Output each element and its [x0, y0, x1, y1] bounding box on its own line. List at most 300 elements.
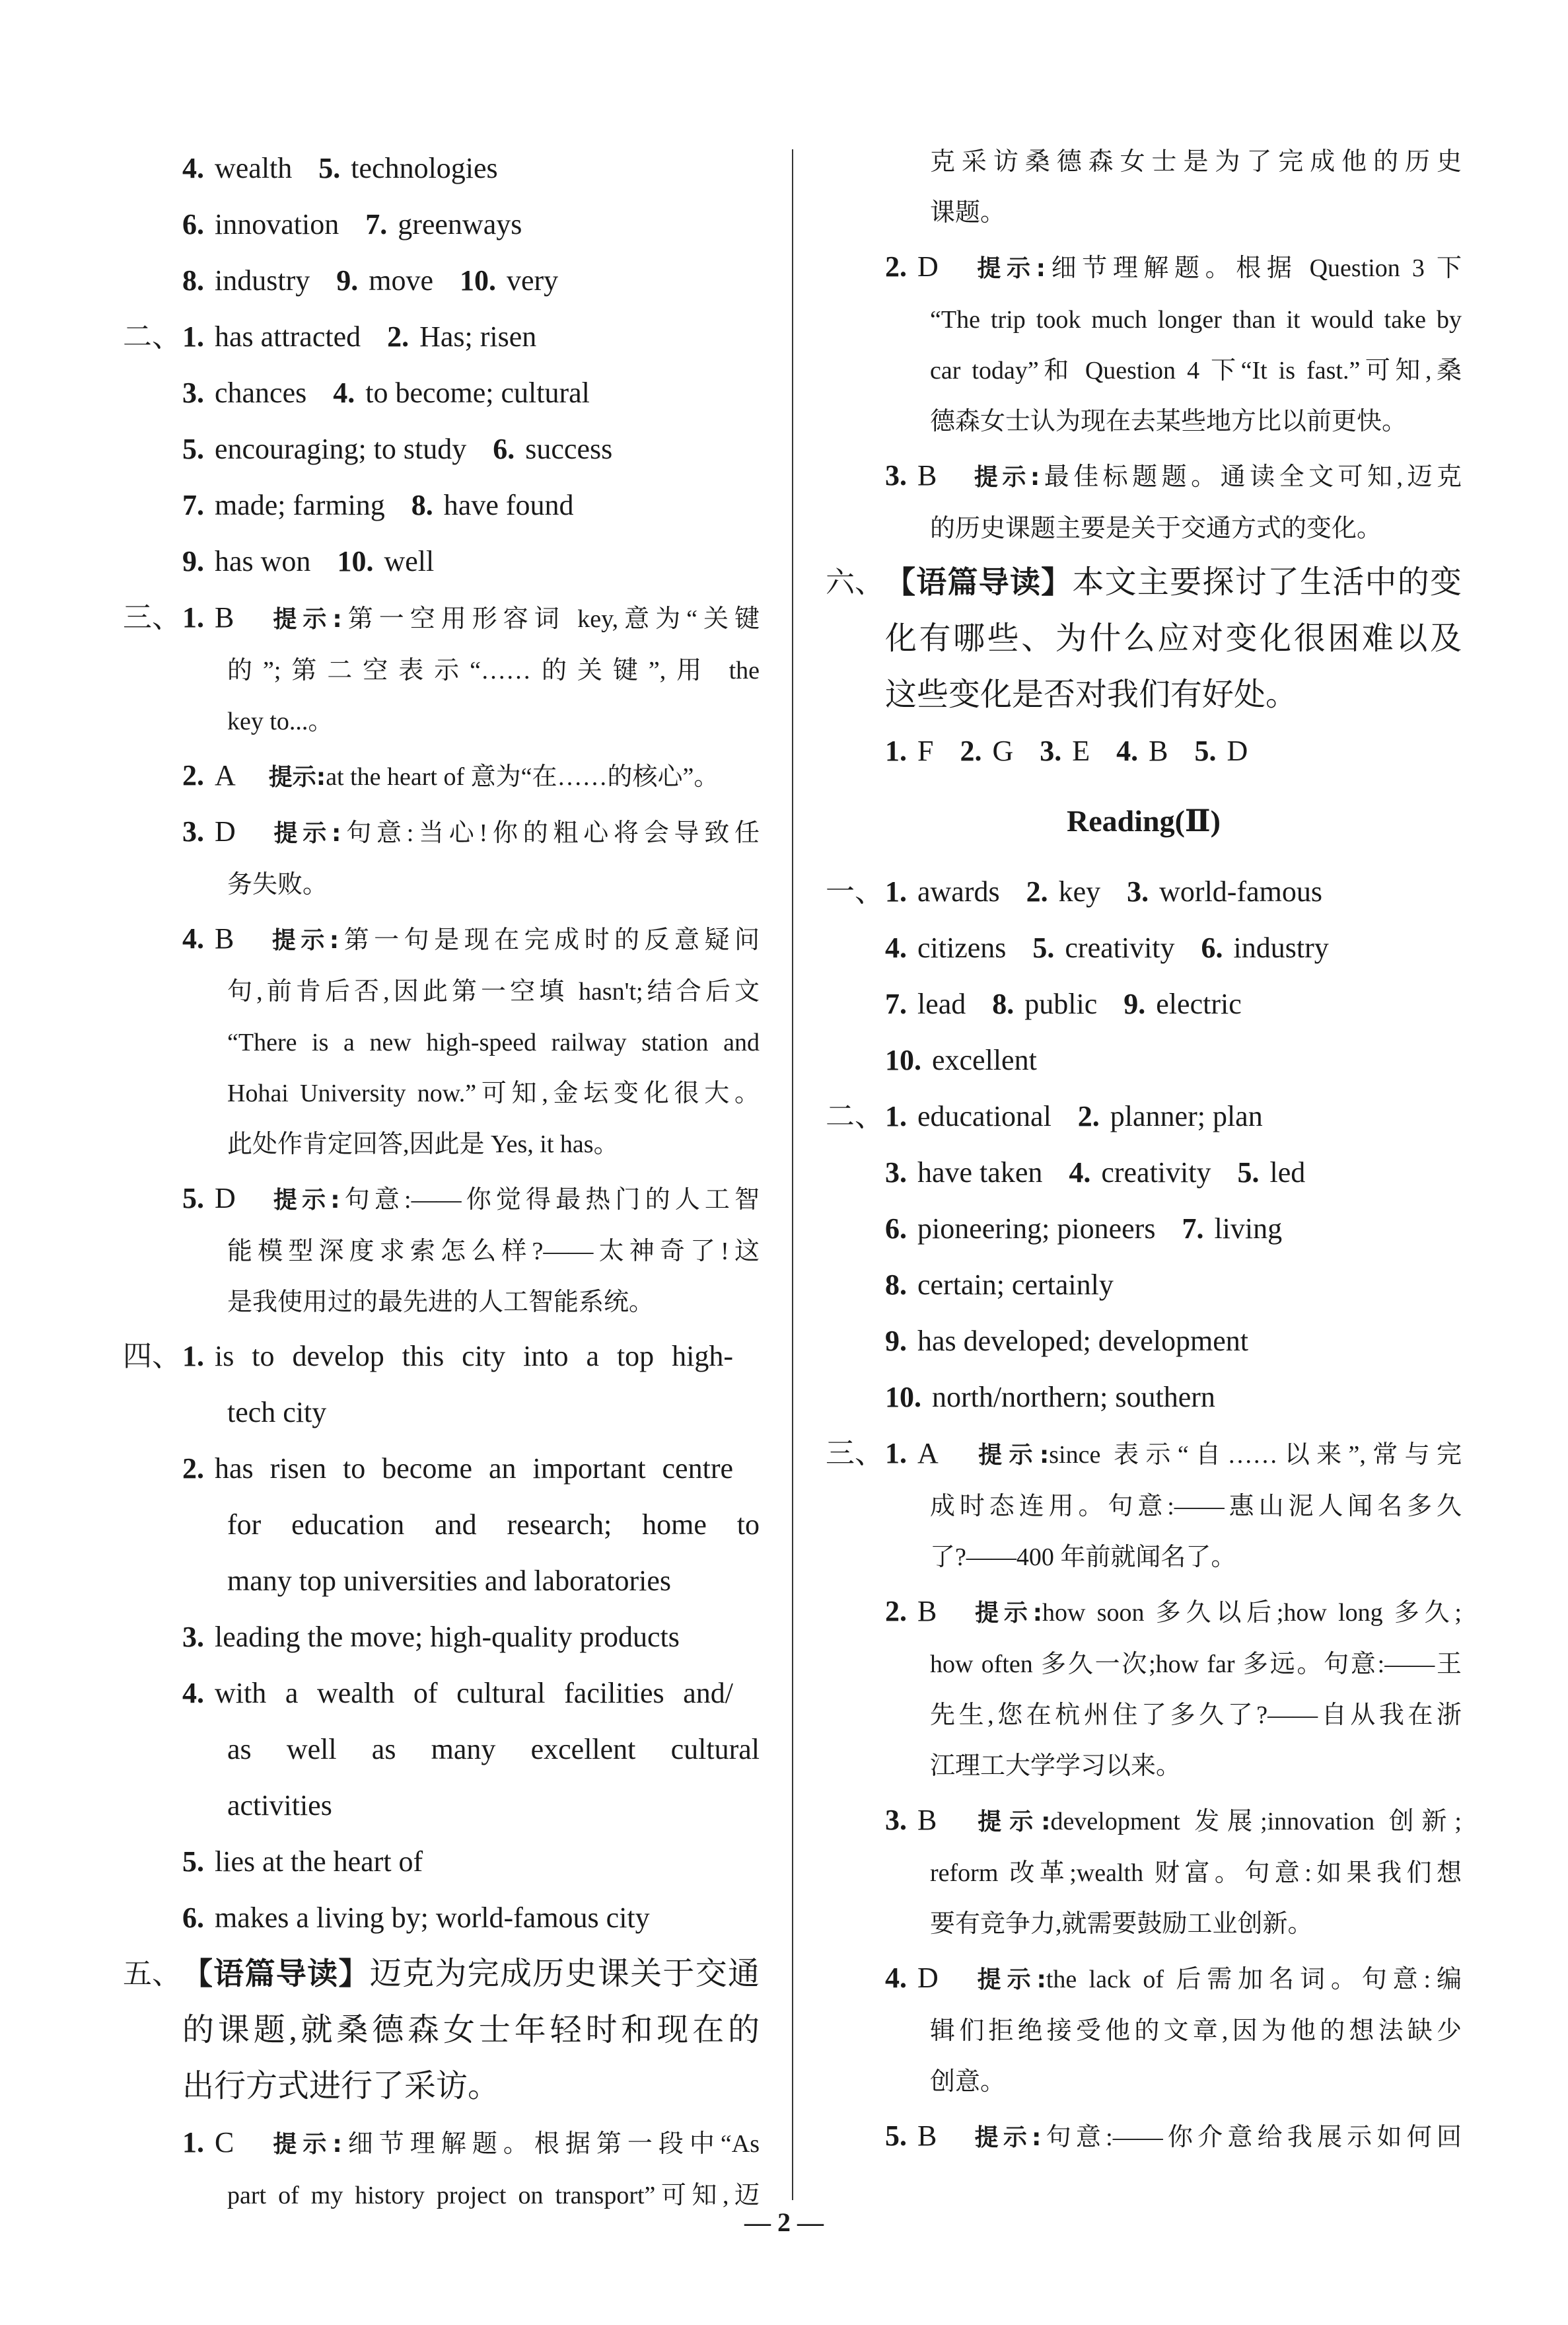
- explanation-text: 出行方式进行了采访。: [182, 2069, 500, 2104]
- answer-text: have found: [443, 489, 574, 521]
- answer-text: lies at the heart of: [215, 1845, 423, 1878]
- answer-choice: A: [917, 1437, 939, 1469]
- question-number: 5.: [1194, 735, 1217, 767]
- question-number: 9.: [1123, 988, 1146, 1020]
- answer-item: [1116, 735, 1168, 767]
- hint-line: [826, 1950, 1462, 2006]
- explanation-text: 这些变化是否对我们有好处。: [885, 677, 1298, 712]
- explanation-text: the lack of 后需加名词。句意:编: [1046, 1966, 1462, 1993]
- answer-text: made; farming: [215, 489, 385, 521]
- text-line: [826, 1690, 1462, 1741]
- answer-item: [885, 1325, 1248, 1357]
- question-number: 8.: [885, 1269, 907, 1301]
- question-number: 10.: [460, 264, 496, 297]
- question-number: 1.: [182, 1340, 204, 1372]
- answer-text: leading the move; high-quality products: [215, 1621, 680, 1653]
- question-number: 4.: [885, 1962, 907, 1994]
- question-number: 2.: [885, 1595, 907, 1627]
- hint-label: 提示:: [267, 606, 342, 633]
- answer-item: [885, 735, 933, 767]
- answer-item: [318, 152, 497, 184]
- answer-item: [1069, 1156, 1211, 1189]
- answer-item: [885, 1212, 1155, 1245]
- passage-guide-label: 【语篇导读】: [885, 564, 1073, 600]
- answer-text: industry: [215, 264, 310, 297]
- question-number: 1.: [885, 735, 907, 767]
- answer-line: [826, 864, 1462, 920]
- answer-item: [885, 1381, 1215, 1413]
- answer-line: [123, 196, 760, 252]
- explanation-text: 句,前肯后否,因此第一空填 hasn't;结合后文: [227, 978, 760, 1006]
- answer-line: [826, 1313, 1462, 1369]
- answer-text: to become; cultural: [365, 377, 590, 409]
- text-line: [826, 1481, 1462, 1532]
- right-column: [826, 137, 1462, 2164]
- question-number: 6.: [182, 1901, 204, 1934]
- answer-choice: B: [917, 2120, 937, 2152]
- explanation-text: 句意:——你觉得最热门的人工智: [339, 1186, 760, 1214]
- text-line: [826, 188, 1462, 239]
- explanation-text: 成时态连用。句意:——惠山泥人闻名多久: [930, 1493, 1462, 1520]
- question-number: 2.: [182, 1452, 204, 1485]
- answer-text: has attracted: [215, 320, 361, 353]
- question-number: 3.: [182, 1621, 204, 1653]
- hint-label: 提示:: [970, 1808, 1051, 1835]
- question-number: 2.: [885, 250, 907, 283]
- hint-line: [123, 747, 760, 803]
- answer-line: [826, 976, 1462, 1032]
- answer-text: move: [369, 264, 433, 297]
- answer-choice: B: [215, 601, 234, 634]
- answer-line: [123, 1833, 760, 1890]
- answer-text: E: [1072, 735, 1090, 767]
- section-marker: 三、: [826, 1436, 884, 1470]
- answer-line: [826, 920, 1462, 976]
- answer-item: [182, 377, 306, 409]
- explanation-text: 是我使用过的最先进的人工智能系统。: [227, 1288, 655, 1316]
- text-line: [123, 1777, 760, 1833]
- text-line: [123, 1946, 760, 2002]
- text-line: [826, 1848, 1462, 1899]
- hint-line: [826, 1425, 1462, 1481]
- answer-text: makes a living by; world-famous city: [215, 1901, 650, 1934]
- answer-choice: D: [215, 1182, 236, 1214]
- answer-line: [123, 533, 760, 589]
- answer-item: [182, 545, 310, 577]
- passage-guide-label: 【语篇导读】: [182, 1956, 370, 1991]
- explanation-text: many top universities and laboratories: [227, 1565, 672, 1597]
- answer-item: [337, 545, 434, 577]
- answer-item: [387, 320, 536, 353]
- text-line: [123, 1017, 760, 1068]
- explanation-text: 的”;第二空表示“……的关键”,用 the: [227, 657, 760, 684]
- hint-line: [123, 1170, 760, 1226]
- hint-label: 提示:: [971, 1442, 1050, 1469]
- question-number: 2.: [1077, 1100, 1100, 1132]
- answer-text: technologies: [351, 152, 498, 184]
- answer-text: success: [525, 433, 613, 465]
- explanation-text: as well as many excellent cultural: [227, 1733, 760, 1765]
- answer-choice: C: [215, 2126, 234, 2159]
- page-number: — 2 —: [744, 2207, 824, 2237]
- answer-text: electric: [1156, 988, 1242, 1020]
- answer-line: [123, 309, 760, 365]
- answer-item: [182, 1452, 733, 1485]
- text-line: [123, 967, 760, 1017]
- answer-text: with a wealth of cultural facilities and/: [215, 1677, 733, 1709]
- answer-item: [1123, 988, 1241, 1020]
- answer-choice: B: [917, 459, 937, 492]
- text-line: [123, 696, 760, 747]
- answer-text: north/northern; southern: [932, 1381, 1215, 1413]
- hint-label: 提示:: [970, 464, 1040, 491]
- explanation-text: how often 多久一次;how far 多远。句意:——王: [930, 1650, 1462, 1678]
- explanation-text: activities: [227, 1789, 332, 1822]
- question-number: 9.: [336, 264, 359, 297]
- explanation-text: 课题。: [930, 199, 1006, 227]
- question-number: 4.: [885, 932, 907, 964]
- answer-line: [123, 1890, 760, 1946]
- answer-item: [182, 152, 292, 184]
- answer-text: well: [384, 545, 435, 577]
- explanation-text: “The trip took much longer than it would take by: [930, 306, 1462, 334]
- answer-text: D: [1227, 735, 1248, 767]
- answer-item: [885, 875, 1000, 908]
- explanation-text: part of my history project on transport”可知,迈: [227, 2182, 760, 2209]
- question-number: 2.: [1026, 875, 1048, 908]
- answer-item: [411, 489, 574, 521]
- answer-line: [826, 723, 1462, 779]
- explanation-text: 第一句是现在完成时的反意疑问: [339, 926, 760, 954]
- answer-item: [885, 1044, 1037, 1076]
- answer-item: [1182, 1212, 1282, 1245]
- explanation-text: 本文主要探讨了生活中的变: [1072, 565, 1462, 600]
- question-number: 7.: [182, 489, 204, 521]
- answer-text: industry: [1233, 932, 1329, 964]
- left-column: [123, 140, 760, 2221]
- answer-text: public: [1024, 988, 1098, 1020]
- column-divider: [792, 149, 793, 2200]
- answer-text: creativity: [1065, 932, 1175, 964]
- answer-item: [182, 1340, 733, 1372]
- answer-text: lead: [917, 988, 966, 1020]
- question-number: 1.: [885, 875, 907, 908]
- answer-line: [123, 140, 760, 196]
- question-number: 7.: [885, 988, 907, 1020]
- answer-item: [885, 932, 1006, 964]
- explanation-text: 辑们拒绝接受他的文章,因为他的想法缺少: [930, 2017, 1462, 2045]
- question-number: 3.: [1127, 875, 1149, 908]
- text-line: [826, 1639, 1462, 1690]
- question-number: 7.: [1182, 1212, 1204, 1245]
- explanation-text: 江理工大学学习以来。: [930, 1752, 1182, 1780]
- answer-line: [123, 1609, 760, 1665]
- answer-text: very: [507, 264, 559, 297]
- question-number: 6.: [1201, 932, 1223, 964]
- answer-line: [123, 252, 760, 309]
- answer-item: [1040, 735, 1090, 767]
- explanation-text: 创意。: [930, 2068, 1006, 2096]
- question-number: 5.: [1032, 932, 1055, 964]
- explanation-text: 务失败。: [227, 871, 328, 899]
- hint-line: [826, 1583, 1462, 1639]
- explanation-text: 了?——400 年前就闻名了。: [930, 1543, 1236, 1571]
- explanation-text: 最佳标题题。通读全文可知,迈克: [1040, 463, 1462, 491]
- section-marker: 五、: [123, 1957, 181, 1991]
- text-line: [826, 554, 1462, 610]
- text-line: [826, 1741, 1462, 1792]
- explanation-text: 德森女士认为现在去某些地方比以前更快。: [930, 408, 1408, 435]
- answer-item: [336, 264, 433, 297]
- question-number: 8.: [182, 264, 204, 297]
- hint-label: 提示:: [268, 820, 341, 847]
- text-line: [123, 1384, 760, 1440]
- answer-line: [826, 1144, 1462, 1200]
- text-line: [826, 667, 1462, 723]
- explanation-text: at the heart of 意为“在……的核心”。: [326, 763, 719, 791]
- question-number: 1.: [182, 2126, 204, 2159]
- hint-line: [123, 589, 760, 646]
- answer-text: pioneering; pioneers: [917, 1212, 1156, 1245]
- answer-text: living: [1214, 1212, 1283, 1245]
- answer-text: greenways: [398, 208, 522, 240]
- question-number: 8.: [411, 489, 433, 521]
- question-number: 3.: [182, 815, 204, 848]
- answer-text: F: [917, 735, 934, 767]
- text-line: [123, 2002, 760, 2058]
- answer-item: [1201, 932, 1329, 964]
- explanation-text: car today”和 Question 4 下“It is fast.”可知,桑: [930, 357, 1462, 385]
- answer-item: [182, 489, 385, 521]
- text-line: [826, 137, 1462, 188]
- answer-item: [182, 1901, 650, 1934]
- text-line: [826, 1532, 1462, 1583]
- answer-text: has risen to become an important centre: [215, 1452, 733, 1485]
- text-line: [826, 295, 1462, 346]
- answer-choice: D: [215, 815, 236, 848]
- question-number: 7.: [365, 208, 388, 240]
- answer-line: [826, 1369, 1462, 1425]
- answer-line: [826, 1200, 1462, 1257]
- question-number: 10.: [337, 545, 374, 577]
- text-line: [123, 1068, 760, 1119]
- explanation-text: Hohai University now.”可知,金坛变化很大。: [227, 1080, 760, 1107]
- answer-item: [182, 1677, 733, 1709]
- text-line: [123, 1721, 760, 1777]
- text-line: [826, 503, 1462, 554]
- answer-item: [182, 433, 466, 465]
- explanation-text: 的历史课题主要是关于交通方式的变化。: [930, 515, 1382, 542]
- answer-line: [826, 1088, 1462, 1144]
- text-line: [826, 396, 1462, 447]
- hint-label: 提示:: [267, 2131, 342, 2158]
- section-title: Reading(Ⅱ): [1067, 804, 1221, 838]
- question-number: 5.: [182, 1845, 204, 1878]
- question-number: 3.: [885, 1156, 907, 1189]
- question-number: 9.: [885, 1325, 907, 1357]
- hint-label: 提示:: [971, 1966, 1046, 1993]
- answer-line: [123, 421, 760, 477]
- answer-text: B: [1149, 735, 1168, 767]
- question-number: 2.: [960, 735, 982, 767]
- explanation-text: 迈克为完成历史课关于交通: [369, 1956, 760, 1991]
- answer-choice: D: [917, 1962, 939, 1994]
- answer-choice: B: [215, 922, 234, 955]
- question-number: 10.: [885, 1044, 921, 1076]
- answer-text: citizens: [917, 932, 1007, 964]
- question-number: 2.: [182, 759, 204, 792]
- question-number: 4.: [182, 922, 204, 955]
- explanation-text: 能模型深度求索怎么样?——太神奇了!这: [227, 1237, 760, 1265]
- answer-text: encouraging; to study: [215, 433, 467, 465]
- question-number: 5.: [182, 1182, 204, 1214]
- question-number: 5.: [1237, 1156, 1260, 1189]
- explanation-text: 句意:——你介意给我展示如何回: [1041, 2123, 1462, 2151]
- explanation-text: key to...。: [227, 708, 334, 735]
- answer-text: wealth: [215, 152, 293, 184]
- explanation-text: 的课题,就桑德森女士年轻时和现在的: [182, 2012, 760, 2048]
- text-line: [826, 346, 1462, 396]
- text-line: [123, 1226, 760, 1277]
- question-number: 2.: [387, 320, 410, 353]
- explanation-text: 第一空用形容词 key,意为“关键: [341, 605, 760, 633]
- answer-text: world-famous: [1159, 875, 1322, 908]
- question-number: 1.: [885, 1100, 907, 1132]
- text-line: [123, 860, 760, 910]
- answer-text: has developed; development: [917, 1325, 1248, 1357]
- question-number: 10.: [885, 1381, 921, 1413]
- hint-line: [123, 803, 760, 860]
- answer-text: educational: [917, 1100, 1051, 1132]
- answer-text: planner; plan: [1110, 1100, 1263, 1132]
- answer-line: [123, 365, 760, 421]
- answer-item: [1026, 875, 1101, 908]
- explanation-text: 细节理解题。根据第一段中“As: [341, 2130, 760, 2158]
- answer-item: [885, 988, 966, 1020]
- question-number: 8.: [992, 988, 1015, 1020]
- answer-line: [123, 1328, 760, 1384]
- answer-line: [123, 1665, 760, 1721]
- explanation-text: 先生,您在杭州住了多久了?——自从我在浙: [930, 1701, 1462, 1729]
- answer-choice: B: [917, 1804, 937, 1836]
- question-number: 9.: [182, 545, 204, 577]
- answer-item: [1078, 1100, 1263, 1132]
- hint-line: [826, 447, 1462, 503]
- answer-item: [182, 1621, 680, 1653]
- explanation-text: 化有哪些、为什么应对变化很困难以及: [885, 621, 1462, 656]
- text-line: [826, 2006, 1462, 2057]
- answer-text: key: [1058, 875, 1101, 908]
- answer-item: [460, 264, 558, 297]
- answer-item: [885, 1156, 1042, 1189]
- answer-choice: B: [917, 1595, 937, 1627]
- answer-text: chances: [215, 377, 307, 409]
- question-number: 6.: [182, 208, 204, 240]
- section-marker: 一、: [826, 875, 884, 908]
- text-line: [123, 1277, 760, 1328]
- text-line: [826, 610, 1462, 667]
- text-line: [123, 2058, 760, 2114]
- answer-item: [1032, 932, 1174, 964]
- answer-text: awards: [917, 875, 1000, 908]
- explanation-text: 此处作肯定回答,因此是 Yes, it has。: [227, 1130, 619, 1158]
- answer-text: creativity: [1101, 1156, 1211, 1189]
- answer-item: [1127, 875, 1322, 908]
- explanation-text: tech city: [227, 1396, 327, 1428]
- explanation-text: “There is a new high-speed railway station and: [227, 1029, 760, 1056]
- answer-item: [182, 264, 310, 297]
- answer-text: excellent: [932, 1044, 1037, 1076]
- text-line: [123, 1496, 760, 1553]
- answer-text: innovation: [215, 208, 339, 240]
- answer-item: [885, 1100, 1051, 1132]
- hint-label: 提示:: [267, 927, 339, 954]
- answer-text: have taken: [917, 1156, 1043, 1189]
- question-number: 3.: [182, 377, 204, 409]
- section-marker: 四、: [123, 1339, 181, 1373]
- answer-item: [1237, 1156, 1305, 1189]
- question-number: 4.: [333, 377, 355, 409]
- question-number: 5.: [182, 433, 204, 465]
- question-number: 5.: [318, 152, 341, 184]
- question-number: 3.: [1040, 735, 1062, 767]
- answer-line: [826, 1032, 1462, 1088]
- question-number: 1.: [182, 320, 204, 353]
- question-number: 4.: [1116, 735, 1139, 767]
- question-number: 6.: [493, 433, 515, 465]
- text-line: [123, 1119, 760, 1170]
- answer-item: [182, 1845, 423, 1878]
- answer-item: [885, 1269, 1114, 1301]
- answer-text: is to develop this city into a top high-: [215, 1340, 733, 1372]
- question-number: 4.: [182, 152, 204, 184]
- section-marker: 二、: [826, 1099, 884, 1133]
- hint-line: [123, 910, 760, 967]
- hint-label: 提示:: [268, 1187, 340, 1214]
- explanation-text: reform 改革;wealth 财富。句意:如果我们想: [930, 1859, 1462, 1887]
- answer-text: has won: [215, 545, 311, 577]
- hint-label: 提示:: [971, 255, 1046, 282]
- answer-line: [826, 1257, 1462, 1313]
- text-line: [123, 646, 760, 696]
- explanation-text: 克采访桑德森女士是为了完成他的历史: [930, 148, 1462, 176]
- question-number: 3.: [885, 1804, 907, 1836]
- text-line: [826, 2057, 1462, 2108]
- answer-item: [182, 320, 361, 353]
- question-number: 4.: [182, 1677, 204, 1709]
- answer-item: [493, 433, 612, 465]
- explanation-text: how soon 多久以后;how long 多久;: [1042, 1599, 1462, 1627]
- section-marker: 二、: [123, 320, 181, 353]
- explanation-text: since 表示“自……以来”,常与完: [1049, 1441, 1462, 1469]
- question-number: 6.: [885, 1212, 907, 1245]
- question-number: 4.: [1069, 1156, 1091, 1189]
- answer-text: led: [1269, 1156, 1306, 1189]
- answer-item: [182, 208, 339, 240]
- text-line: [826, 1899, 1462, 1950]
- hint-label: 提示:: [268, 764, 326, 791]
- hint-line: [826, 239, 1462, 295]
- answer-choice: A: [215, 759, 236, 792]
- explanation-text: 要有竞争力,就需要鼓励工业创新。: [930, 1910, 1313, 1938]
- answer-line: [123, 1440, 760, 1496]
- text-line: [123, 1553, 760, 1609]
- answer-text: certain; certainly: [917, 1269, 1114, 1301]
- question-number: 3.: [885, 459, 907, 492]
- question-number: 5.: [885, 2120, 907, 2152]
- answer-item: [365, 208, 522, 240]
- hint-line: [826, 1792, 1462, 1848]
